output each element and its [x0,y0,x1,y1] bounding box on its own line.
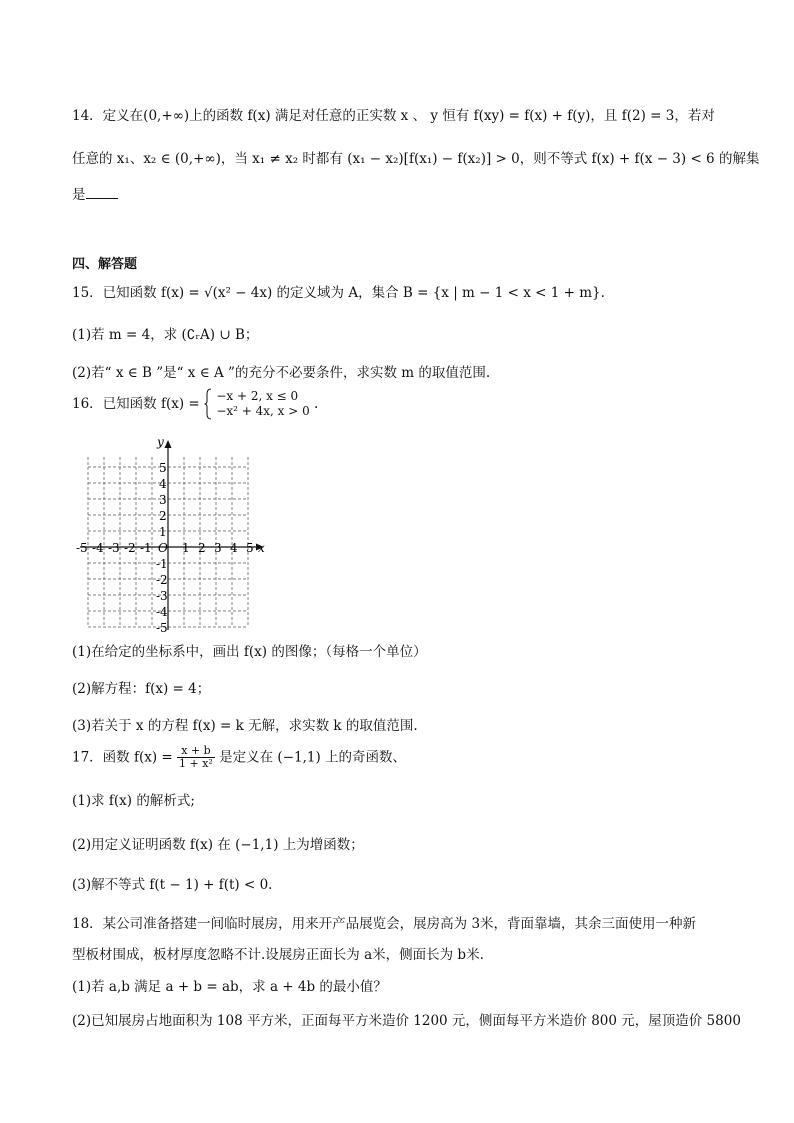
q16-piecewise-cases [216,389,309,419]
q17-fraction [177,745,215,770]
coordinate-grid [72,436,272,632]
q18-line-1: 18．某公司准备搭建一间临时展房，用来开产品展览会，展房高为 3米，背面靠墙，其余三面使用一种新 [72,916,697,932]
origin-label: O [158,541,168,555]
y-axis-label: y [157,436,164,449]
q16-part-1: (1)在给定的坐标系中，画出 f(x) 的图像；（每格一个单位） [72,644,427,660]
y-tick-label: 2 [159,509,167,523]
x-tick-label: 3 [214,541,222,555]
y-axis-arrow-icon [165,440,172,448]
q17-part-1: (1)求 f(x) 的解析式; [72,793,195,809]
y-tick-label: 1 [159,525,167,539]
y-tick-label: 3 [159,493,167,507]
q17-stem-prefix: 17．函数 f(x) = [72,749,173,766]
x-tick-label: -3 [108,541,120,555]
x-tick-label: -1 [140,541,152,555]
x-tick-label: -4 [92,541,104,555]
q16-part-3: (3)若关于 x 的方程 f(x) = k 无解，求实数 k 的取值范围. [72,718,418,734]
y-tick-label: -3 [156,589,168,603]
q17-stem-suffix: 是定义在 (−1,1) 上的奇函数、 [219,749,407,766]
y-tick-label: -2 [156,573,168,587]
q15-stem: 15．已知函数 f(x) = √(x² − 4x) 的定义域为 A，集合 B = {x | m − 1 < x < 1 + m}. [72,285,605,301]
q14-line-2: 任意的 x₁、x₂ ∈ (0,+∞)，当 x₁ ≠ x₂ 时都有 (x₁ − x₂)[f(x₁) − f(x₂)] > 0，则不等式 f(x) + f(x − 3) < 6 的解集 [72,151,760,167]
q17-stem [72,745,406,779]
x-tick-label: -2 [124,541,136,555]
q16-part-2: (2)解方程：f(x) = 4； [72,681,211,697]
answer-blank [86,186,118,199]
x-tick-label: 4 [230,541,238,555]
q15-part-1: (1)若 m = 4，求 (∁ᵣA) ∪ B； [72,327,259,343]
x-axis-label: x [258,541,265,555]
q15-part-2: (2)若“ x ∈ B ”是“ x ∈ A ”的充分不必要条件，求实数 m 的取值范围. [72,365,491,381]
y-tick-label: 5 [159,461,167,475]
y-tick-label: -5 [156,621,168,632]
q16-case-1: −x + 2, x ≤ 0 [216,389,299,403]
q17-fraction-numerator: x + b [177,745,215,758]
brace-icon [204,388,212,420]
q17-part-3: (3)解不等式 f(t − 1) + f(t) < 0. [72,877,273,893]
q16-stem-prefix: 16．已知函数 f(x) = [72,396,200,412]
q16-stem [72,388,318,424]
q16-case-2: −x² + 4x, x > 0 [216,404,310,418]
y-tick-label: -4 [156,605,168,619]
q18-line-2: 型板材围成，板材厚度忽略不计.设展房正面长为 a米，侧面长为 b米. [72,947,484,963]
q14-line-3 [72,186,118,204]
q14-line-3-text: 是 [72,187,86,203]
q17-fraction-denominator: 1 + x² [179,757,213,770]
x-tick-label: -5 [76,541,88,555]
q14-line-1: 14．定义在(0,+∞)上的函数 f(x) 满足对任意的正实数 x 、 y 恒有 f(xy) = f(x) + f(y)，且 f(2) = 3，若对 [72,108,715,124]
q18-part-1: (1)若 a,b 满足 a + b = ab，求 a + 4b 的最小值？ [72,979,387,995]
q18-part-2: (2)已知展房占地面积为 108 平方米，正面每平方米造价 1200 元，侧面每平方米造价 800 元，屋顶造价 5800 [72,1013,741,1029]
x-tick-label: 2 [198,541,206,555]
q16-stem-suffix: . [314,396,319,412]
x-tick-label: 1 [182,541,190,555]
x-tick-label: 5 [246,541,254,555]
y-tick-label: -1 [156,557,168,571]
y-tick-label: 4 [159,477,167,491]
q17-part-2: (2)用定义证明函数 f(x) 在 (−1,1) 上为增函数； [72,837,364,853]
section-title: 四、解答题 [72,257,138,272]
